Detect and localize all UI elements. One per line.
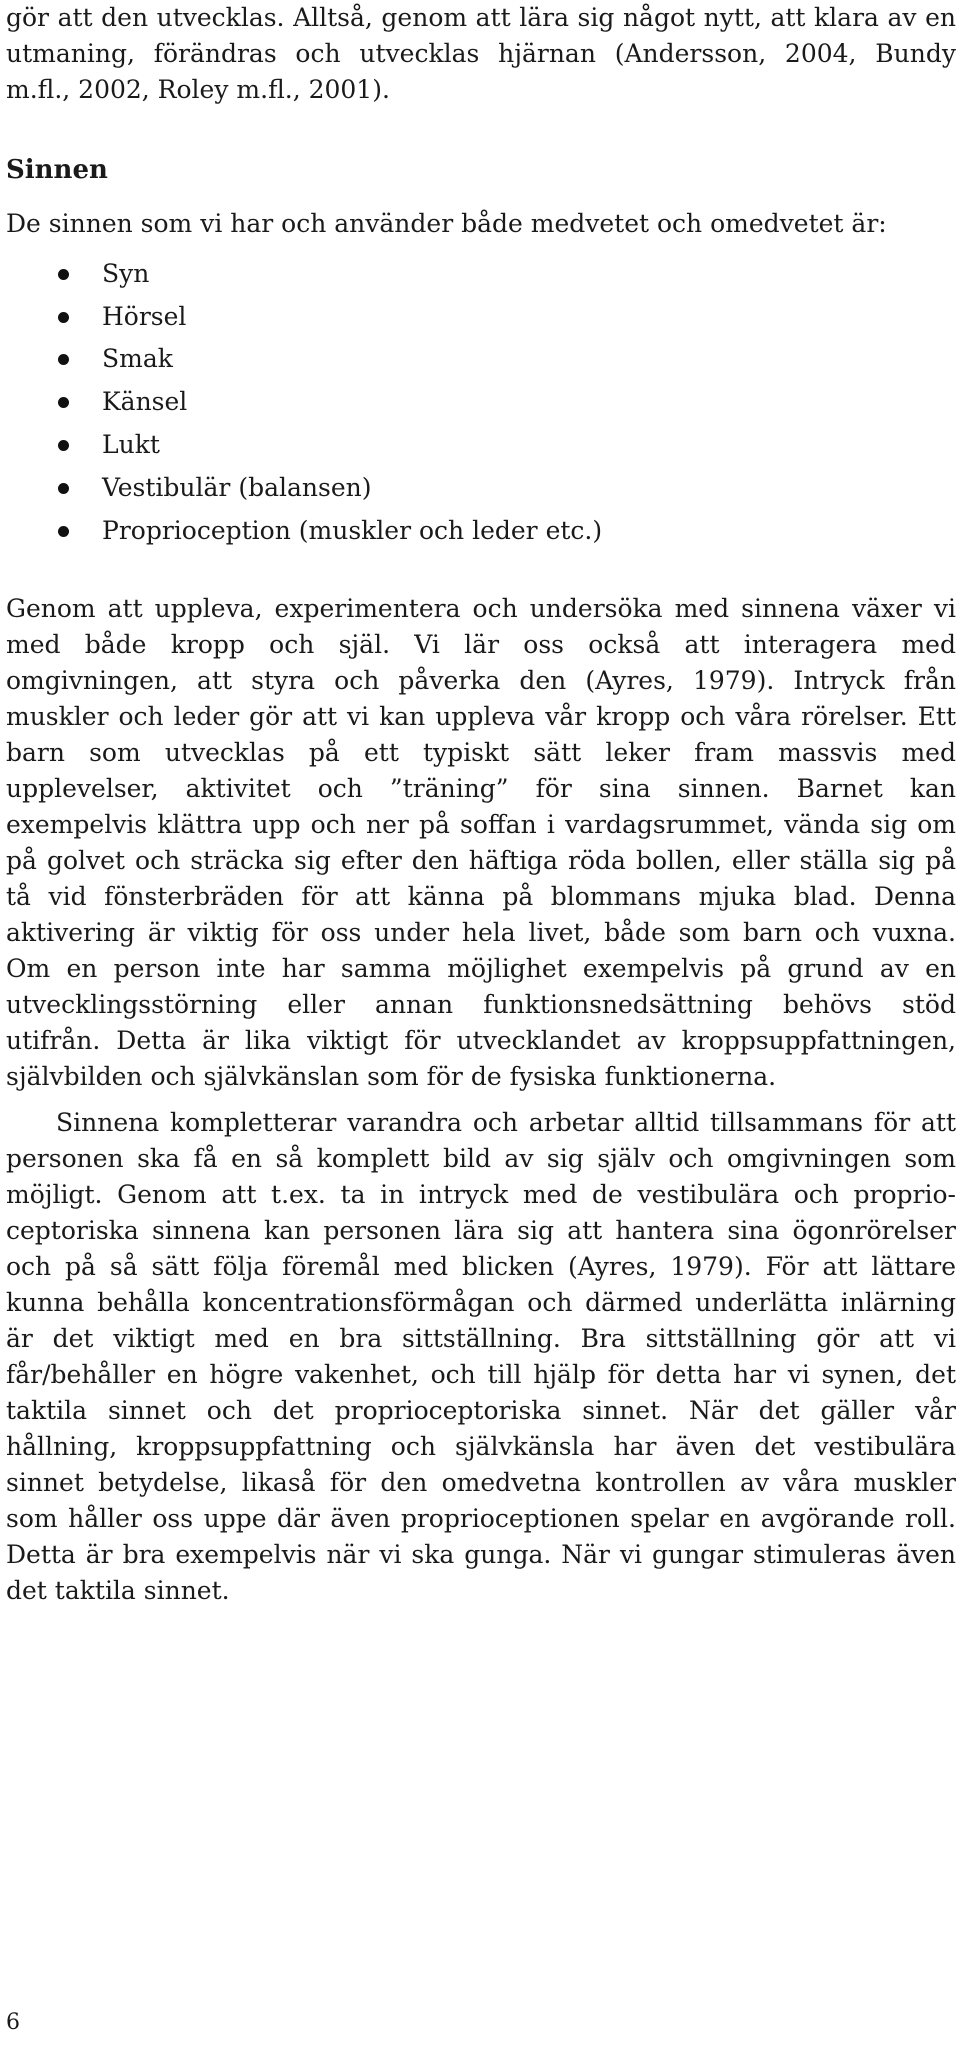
intro-line: utmaning, förändras och utvecklas hjärnan (Andersson, 2004, Bundy: [6, 39, 956, 68]
senses-intro: De sinnen som vi har och använder både medvetet och omedvetet är:: [6, 209, 887, 238]
paragraph-line: hållning, kroppsuppfattning och självkänsla har även det vestibulära: [6, 1432, 956, 1461]
paragraph-line: taktila sinnet och det proprioceptoriska sinnet. När det gäller vår: [6, 1396, 956, 1425]
paragraph-line: med både kropp och själ. Vi lär oss också att interagera med: [6, 630, 956, 659]
paragraph-line: Detta är bra exempelvis när vi ska gunga. När vi gungar stimuleras även: [6, 1540, 956, 1569]
bullet-icon: [58, 440, 69, 451]
paragraph-line: kunna behålla koncentrationsförmågan och därmed underlätta inlärning: [6, 1288, 956, 1317]
list-item-text: Vestibulär (balansen): [102, 473, 372, 502]
paragraph-line: ceptoriska sinnena kan personen lära sig att hantera sina ögonrörelser: [6, 1216, 956, 1245]
paragraph-line: Genom att uppleva, experimentera och undersöka med sinnena växer vi: [6, 594, 956, 623]
bullet-icon: [58, 312, 69, 323]
paragraph-line: utifrån. Detta är lika viktigt för utvecklandet av kroppsuppfattningen,: [6, 1026, 956, 1055]
list-item-text: Proprioception (muskler och leder etc.): [102, 516, 603, 545]
list-item-text: Lukt: [102, 430, 160, 459]
list-item-text: Hörsel: [102, 302, 187, 331]
paragraph-line: får/behåller en högre vakenhet, och till hjälp för detta har vi synen, det: [6, 1360, 956, 1389]
paragraph-line: självbilden och självkänslan som för de fysiska funktionerna.: [6, 1062, 777, 1091]
bullet-icon: [58, 397, 69, 408]
paragraph-line: upplevelser, aktivitet och ”träning” för sina sinnen. Barnet kan: [6, 774, 956, 803]
bullet-icon: [58, 483, 69, 494]
paragraph-line: barn som utvecklas på ett typiskt sätt leker fram massvis med: [6, 738, 956, 767]
paragraph-line: möjligt. Genom att t.ex. ta in intryck med de vestibulära och proprio-: [6, 1180, 956, 1209]
paragraph-line: är det viktigt med en bra sittställning. Bra sittställning gör att vi: [6, 1324, 956, 1353]
list-item-text: Smak: [102, 344, 173, 373]
paragraph-line: och på så sätt följa föremål med blicken (Ayres, 1979). För att lättare: [6, 1252, 956, 1281]
section-heading: Sinnen: [6, 155, 108, 185]
paragraph-line: personen ska få en så komplett bild av sig själv och omgivningen som: [6, 1144, 956, 1173]
paragraph-line: som håller oss uppe där även proprioceptionen spelar en avgörande roll.: [6, 1504, 956, 1533]
page-number: 6: [6, 2010, 20, 2035]
paragraph-line: omgivningen, att styra och påverka den (Ayres, 1979). Intryck från: [6, 666, 956, 695]
paragraph-line: det taktila sinnet.: [6, 1576, 230, 1605]
paragraph-line: aktivering är viktig för oss under hela livet, både som barn och vuxna.: [6, 918, 956, 947]
paragraph-line: Om en person inte har samma möjlighet exempelvis på grund av en: [6, 954, 956, 983]
bullet-icon: [58, 354, 69, 365]
paragraph-line: utvecklingsstörning eller annan funktionsnedsättning behövs stöd: [6, 990, 956, 1019]
paragraph-line: på golvet och sträcka sig efter den häftiga röda bollen, eller ställa sig på: [6, 846, 956, 875]
paragraph-line: exempelvis klättra upp och ner på soffan i vardagsrummet, vända sig om: [6, 810, 956, 839]
paragraph-line: sinnet betydelse, likaså för den omedvetna kontrollen av våra muskler: [6, 1468, 956, 1497]
paragraph-line: tå vid fönsterbräden för att känna på blommans mjuka blad. Denna: [6, 882, 956, 911]
bullet-icon: [58, 526, 69, 537]
list-item-text: Syn: [102, 259, 150, 288]
intro-line: m.fl., 2002, Roley m.fl., 2001).: [6, 75, 390, 104]
intro-line: gör att den utvecklas. Alltså, genom att lära sig något nytt, att klara av en: [6, 3, 956, 32]
paragraph-line: muskler och leder gör att vi kan uppleva vår kropp och våra rörelser. Ett: [6, 702, 956, 731]
paragraph-line: Sinnena kompletterar varandra och arbetar alltid tillsammans för att: [56, 1108, 956, 1137]
list-item-text: Känsel: [102, 387, 188, 416]
bullet-icon: [58, 269, 69, 280]
